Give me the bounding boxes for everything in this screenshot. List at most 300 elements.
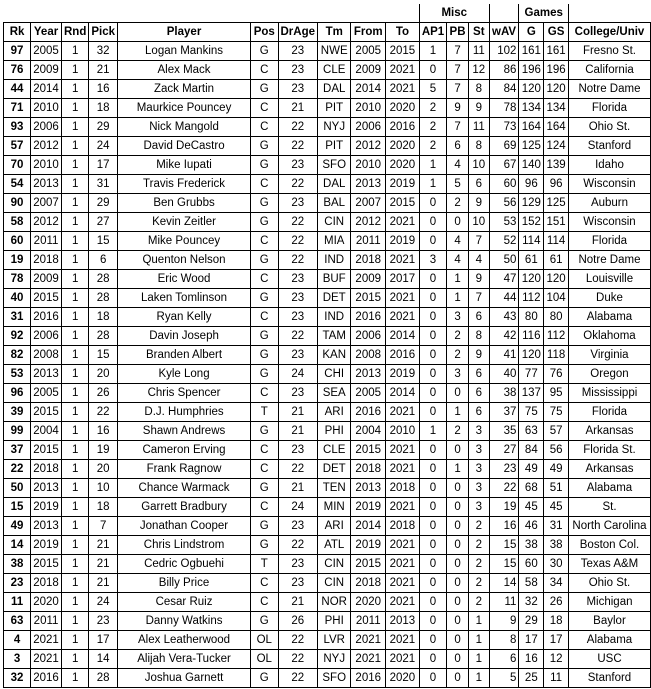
cell-tm: IND (318, 308, 351, 327)
cell-drage: 23 (278, 574, 318, 593)
cell-rnd: 1 (61, 574, 88, 593)
cell-pb: 0 (447, 213, 469, 232)
cell-rk: 58 (4, 213, 31, 232)
column-header-st: St (468, 23, 489, 42)
cell-player: Mike Iupati (118, 156, 251, 175)
column-header-tm: Tm (318, 23, 351, 42)
cell-year: 2016 (31, 669, 62, 688)
cell-ap1: 0 (419, 346, 446, 365)
cell-rk: 38 (4, 555, 31, 574)
group-header-spacer (4, 4, 420, 23)
cell-pos: C (251, 270, 278, 289)
cell-rnd: 1 (61, 346, 88, 365)
cell-to: 2020 (386, 137, 420, 156)
cell-st: 9 (468, 346, 489, 365)
cell-pick: 18 (89, 308, 118, 327)
cell-g: 49 (519, 460, 544, 479)
cell-ap1: 1 (419, 42, 446, 61)
cell-st: 6 (468, 308, 489, 327)
cell-college: Notre Dame (568, 251, 650, 270)
cell-college: Fresno St. (568, 42, 650, 61)
cell-st: 6 (468, 365, 489, 384)
cell-to: 2013 (386, 612, 420, 631)
cell-pick: 31 (89, 175, 118, 194)
cell-rnd: 1 (61, 99, 88, 118)
cell-college: Texas A&M (568, 555, 650, 574)
cell-from: 2004 (351, 422, 386, 441)
cell-to: 2021 (386, 536, 420, 555)
cell-drage: 21 (278, 479, 318, 498)
cell-college: Boston Col. (568, 536, 650, 555)
cell-gs: 151 (544, 213, 569, 232)
cell-tm: ARI (318, 403, 351, 422)
cell-college: Idaho (568, 156, 650, 175)
cell-gs: 120 (544, 270, 569, 289)
cell-pos: G (251, 612, 278, 631)
cell-drage: 22 (278, 213, 318, 232)
cell-college: Auburn (568, 194, 650, 213)
cell-year: 2009 (31, 270, 62, 289)
cell-pb: 1 (447, 460, 469, 479)
cell-pb: 0 (447, 574, 469, 593)
cell-pick: 28 (89, 289, 118, 308)
cell-wav: 78 (489, 99, 519, 118)
cell-drage: 22 (278, 118, 318, 137)
cell-college: Michigan (568, 593, 650, 612)
cell-drage: 22 (278, 631, 318, 650)
cell-from: 2009 (351, 61, 386, 80)
cell-tm: BUF (318, 270, 351, 289)
cell-ap1: 0 (419, 289, 446, 308)
cell-pos: C (251, 118, 278, 137)
draft-table (3, 4, 651, 688)
cell-player: Chris Lindstrom (118, 536, 251, 555)
cell-pick: 6 (89, 251, 118, 270)
cell-wav: 40 (489, 365, 519, 384)
cell-wav: 6 (489, 650, 519, 669)
cell-wav: 42 (489, 327, 519, 346)
cell-year: 2015 (31, 555, 62, 574)
cell-college: USC (568, 650, 650, 669)
cell-pb: 0 (447, 441, 469, 460)
cell-pos: C (251, 574, 278, 593)
cell-college: Virginia (568, 346, 650, 365)
cell-wav: 56 (489, 194, 519, 213)
cell-player: Alex Mack (118, 61, 251, 80)
cell-tm: CIN (318, 574, 351, 593)
cell-tm: BAL (318, 194, 351, 213)
cell-g: 116 (519, 327, 544, 346)
cell-wav: 47 (489, 270, 519, 289)
cell-college: Ohio St. (568, 118, 650, 137)
cell-gs: 112 (544, 327, 569, 346)
cell-g: 38 (519, 536, 544, 555)
cell-pos: G (251, 365, 278, 384)
cell-college: St. (568, 498, 650, 517)
cell-player: Jonathan Cooper (118, 517, 251, 536)
cell-from: 2015 (351, 555, 386, 574)
cell-st: 2 (468, 574, 489, 593)
cell-pos: G (251, 346, 278, 365)
cell-from: 2018 (351, 251, 386, 270)
cell-drage: 23 (278, 270, 318, 289)
cell-st: 8 (468, 137, 489, 156)
cell-from: 2014 (351, 517, 386, 536)
cell-drage: 23 (278, 384, 318, 403)
cell-from: 2015 (351, 441, 386, 460)
cell-rk: 71 (4, 99, 31, 118)
cell-rk: 3 (4, 650, 31, 669)
cell-pick: 14 (89, 650, 118, 669)
cell-tm: SFO (318, 156, 351, 175)
cell-to: 2021 (386, 555, 420, 574)
cell-pb: 2 (447, 346, 469, 365)
cell-drage: 23 (278, 308, 318, 327)
cell-pick: 28 (89, 669, 118, 688)
cell-player: Alijah Vera-Tucker (118, 650, 251, 669)
cell-ap1: 0 (419, 232, 446, 251)
cell-rk: 44 (4, 80, 31, 99)
cell-pb: 2 (447, 327, 469, 346)
cell-to: 2021 (386, 213, 420, 232)
cell-year: 2009 (31, 61, 62, 80)
cell-pos: G (251, 251, 278, 270)
cell-pos: G (251, 156, 278, 175)
cell-pick: 21 (89, 574, 118, 593)
cell-college: Florida (568, 99, 650, 118)
cell-drage: 23 (278, 289, 318, 308)
cell-player: Logan Mankins (118, 42, 251, 61)
cell-pos: T (251, 403, 278, 422)
cell-pb: 0 (447, 593, 469, 612)
cell-year: 2015 (31, 403, 62, 422)
cell-ap1: 0 (419, 593, 446, 612)
cell-college: California (568, 61, 650, 80)
cell-st: 7 (468, 289, 489, 308)
cell-rk: 63 (4, 612, 31, 631)
cell-gs: 17 (544, 631, 569, 650)
cell-drage: 23 (278, 194, 318, 213)
cell-tm: CHI (318, 365, 351, 384)
cell-ap1: 0 (419, 555, 446, 574)
cell-rk: 96 (4, 384, 31, 403)
cell-player: Cameron Erving (118, 441, 251, 460)
cell-year: 2018 (31, 460, 62, 479)
cell-pb: 0 (447, 669, 469, 688)
cell-ap1: 2 (419, 99, 446, 118)
cell-player: Frank Ragnow (118, 460, 251, 479)
table-row (4, 365, 651, 384)
cell-player: Zack Martin (118, 80, 251, 99)
cell-player: Danny Watkins (118, 612, 251, 631)
cell-drage: 23 (278, 61, 318, 80)
cell-st: 9 (468, 270, 489, 289)
cell-wav: 37 (489, 403, 519, 422)
table-row (4, 612, 651, 631)
cell-tm: SFO (318, 669, 351, 688)
cell-year: 2019 (31, 536, 62, 555)
column-header-drage: DrAge (278, 23, 318, 42)
cell-gs: 26 (544, 593, 569, 612)
cell-pb: 1 (447, 270, 469, 289)
cell-g: 129 (519, 194, 544, 213)
table-row (4, 99, 651, 118)
cell-pick: 26 (89, 384, 118, 403)
cell-pos: C (251, 384, 278, 403)
column-header-to: To (386, 23, 420, 42)
cell-from: 2016 (351, 308, 386, 327)
cell-st: 6 (468, 175, 489, 194)
cell-pb: 9 (447, 99, 469, 118)
cell-st: 3 (468, 498, 489, 517)
cell-st: 1 (468, 650, 489, 669)
cell-pos: C (251, 99, 278, 118)
cell-pb: 0 (447, 479, 469, 498)
cell-year: 2018 (31, 574, 62, 593)
cell-ap1: 0 (419, 384, 446, 403)
cell-pos: C (251, 232, 278, 251)
cell-rk: 37 (4, 441, 31, 460)
cell-ap1: 1 (419, 422, 446, 441)
cell-from: 2006 (351, 118, 386, 137)
cell-st: 6 (468, 403, 489, 422)
cell-to: 2021 (386, 441, 420, 460)
cell-ap1: 0 (419, 669, 446, 688)
cell-gs: 164 (544, 118, 569, 137)
cell-gs: 11 (544, 669, 569, 688)
table-row (4, 403, 651, 422)
cell-rk: 39 (4, 403, 31, 422)
cell-rnd: 1 (61, 308, 88, 327)
cell-year: 2005 (31, 42, 62, 61)
cell-to: 2021 (386, 289, 420, 308)
cell-gs: 30 (544, 555, 569, 574)
cell-rk: 31 (4, 308, 31, 327)
cell-from: 2013 (351, 479, 386, 498)
cell-pb: 0 (447, 555, 469, 574)
cell-pos: G (251, 80, 278, 99)
cell-player: Cedric Ogbuehi (118, 555, 251, 574)
table-row (4, 346, 651, 365)
cell-tm: NYJ (318, 650, 351, 669)
cell-player: Branden Albert (118, 346, 251, 365)
table-row (4, 555, 651, 574)
table-row (4, 479, 651, 498)
column-header-gs: GS (544, 23, 569, 42)
cell-from: 2011 (351, 232, 386, 251)
cell-player: Laken Tomlinson (118, 289, 251, 308)
cell-to: 2021 (386, 498, 420, 517)
cell-college: Alabama (568, 479, 650, 498)
cell-college: Alabama (568, 631, 650, 650)
cell-drage: 23 (278, 42, 318, 61)
cell-pb: 7 (447, 61, 469, 80)
cell-drage: 22 (278, 669, 318, 688)
cell-drage: 21 (278, 593, 318, 612)
cell-wav: 69 (489, 137, 519, 156)
cell-g: 75 (519, 403, 544, 422)
cell-college: Mississippi (568, 384, 650, 403)
cell-st: 11 (468, 118, 489, 137)
cell-year: 2016 (31, 308, 62, 327)
cell-rnd: 1 (61, 42, 88, 61)
column-header-rk: Rk (4, 23, 31, 42)
cell-pb: 7 (447, 118, 469, 137)
cell-g: 46 (519, 517, 544, 536)
cell-gs: 51 (544, 479, 569, 498)
cell-pos: OL (251, 631, 278, 650)
cell-player: Kevin Zeitler (118, 213, 251, 232)
cell-year: 2010 (31, 99, 62, 118)
cell-rk: 57 (4, 137, 31, 156)
cell-from: 2010 (351, 99, 386, 118)
cell-player: Garrett Bradbury (118, 498, 251, 517)
cell-year: 2014 (31, 80, 62, 99)
cell-rnd: 1 (61, 631, 88, 650)
cell-rnd: 1 (61, 669, 88, 688)
cell-to: 2020 (386, 669, 420, 688)
table-row (4, 384, 651, 403)
cell-gs: 80 (544, 308, 569, 327)
cell-drage: 21 (278, 99, 318, 118)
cell-drage: 22 (278, 327, 318, 346)
cell-tm: CIN (318, 555, 351, 574)
cell-wav: 41 (489, 346, 519, 365)
cell-st: 3 (468, 479, 489, 498)
cell-rnd: 1 (61, 498, 88, 517)
cell-to: 2021 (386, 61, 420, 80)
cell-rnd: 1 (61, 327, 88, 346)
cell-pb: 0 (447, 384, 469, 403)
cell-ap1: 0 (419, 479, 446, 498)
cell-gs: 45 (544, 498, 569, 517)
cell-ap1: 5 (419, 80, 446, 99)
cell-college: Notre Dame (568, 80, 650, 99)
cell-ap1: 0 (419, 650, 446, 669)
cell-rk: 90 (4, 194, 31, 213)
cell-g: 134 (519, 99, 544, 118)
cell-from: 2013 (351, 175, 386, 194)
cell-st: 3 (468, 441, 489, 460)
cell-g: 58 (519, 574, 544, 593)
cell-st: 8 (468, 80, 489, 99)
cell-rk: 54 (4, 175, 31, 194)
cell-pick: 17 (89, 631, 118, 650)
cell-drage: 24 (278, 498, 318, 517)
cell-drage: 22 (278, 175, 318, 194)
cell-gs: 38 (544, 536, 569, 555)
cell-to: 2021 (386, 574, 420, 593)
cell-gs: 124 (544, 137, 569, 156)
cell-st: 2 (468, 555, 489, 574)
cell-st: 2 (468, 593, 489, 612)
cell-to: 2018 (386, 517, 420, 536)
table-row (4, 289, 651, 308)
cell-wav: 15 (489, 536, 519, 555)
cell-pb: 4 (447, 251, 469, 270)
cell-year: 2021 (31, 631, 62, 650)
cell-college: Stanford (568, 137, 650, 156)
cell-college: Florida St. (568, 441, 650, 460)
cell-to: 2021 (386, 631, 420, 650)
cell-pick: 23 (89, 612, 118, 631)
cell-player: Quenton Nelson (118, 251, 251, 270)
cell-to: 2016 (386, 118, 420, 137)
cell-college: Oklahoma (568, 327, 650, 346)
table-row (4, 270, 651, 289)
cell-pb: 7 (447, 80, 469, 99)
cell-rnd: 1 (61, 555, 88, 574)
cell-tm: ARI (318, 517, 351, 536)
cell-year: 2008 (31, 346, 62, 365)
cell-ap1: 0 (419, 270, 446, 289)
cell-rk: 82 (4, 346, 31, 365)
cell-st: 8 (468, 327, 489, 346)
cell-g: 96 (519, 175, 544, 194)
cell-drage: 23 (278, 555, 318, 574)
cell-wav: 44 (489, 289, 519, 308)
cell-player: Travis Frederick (118, 175, 251, 194)
cell-year: 2015 (31, 289, 62, 308)
cell-pick: 22 (89, 403, 118, 422)
cell-pick: 19 (89, 441, 118, 460)
cell-drage: 22 (278, 232, 318, 251)
cell-rk: 40 (4, 289, 31, 308)
cell-ap1: 0 (419, 612, 446, 631)
cell-wav: 53 (489, 213, 519, 232)
cell-college: Wisconsin (568, 175, 650, 194)
cell-college: Alabama (568, 308, 650, 327)
cell-g: 140 (519, 156, 544, 175)
cell-tm: CIN (318, 213, 351, 232)
cell-pos: C (251, 61, 278, 80)
cell-pick: 16 (89, 80, 118, 99)
cell-drage: 22 (278, 137, 318, 156)
cell-g: 125 (519, 137, 544, 156)
cell-g: 80 (519, 308, 544, 327)
cell-pb: 5 (447, 175, 469, 194)
cell-ap1: 0 (419, 441, 446, 460)
cell-from: 2011 (351, 612, 386, 631)
cell-pos: T (251, 555, 278, 574)
cell-ap1: 1 (419, 156, 446, 175)
table-row (4, 631, 651, 650)
cell-tm: PIT (318, 99, 351, 118)
cell-gs: 161 (544, 42, 569, 61)
cell-g: 137 (519, 384, 544, 403)
cell-rk: 93 (4, 118, 31, 137)
cell-drage: 24 (278, 365, 318, 384)
cell-st: 2 (468, 517, 489, 536)
cell-pb: 3 (447, 365, 469, 384)
cell-wav: 73 (489, 118, 519, 137)
cell-college: North Carolina (568, 517, 650, 536)
cell-wav: 102 (489, 42, 519, 61)
cell-tm: NYJ (318, 118, 351, 137)
cell-pb: 0 (447, 498, 469, 517)
cell-year: 2018 (31, 251, 62, 270)
cell-rk: 70 (4, 156, 31, 175)
cell-college: Ohio St. (568, 574, 650, 593)
cell-g: 161 (519, 42, 544, 61)
cell-gs: 61 (544, 251, 569, 270)
cell-gs: 196 (544, 61, 569, 80)
cell-year: 2020 (31, 593, 62, 612)
cell-year: 2013 (31, 517, 62, 536)
cell-drage: 23 (278, 441, 318, 460)
cell-gs: 56 (544, 441, 569, 460)
cell-college: Stanford (568, 669, 650, 688)
